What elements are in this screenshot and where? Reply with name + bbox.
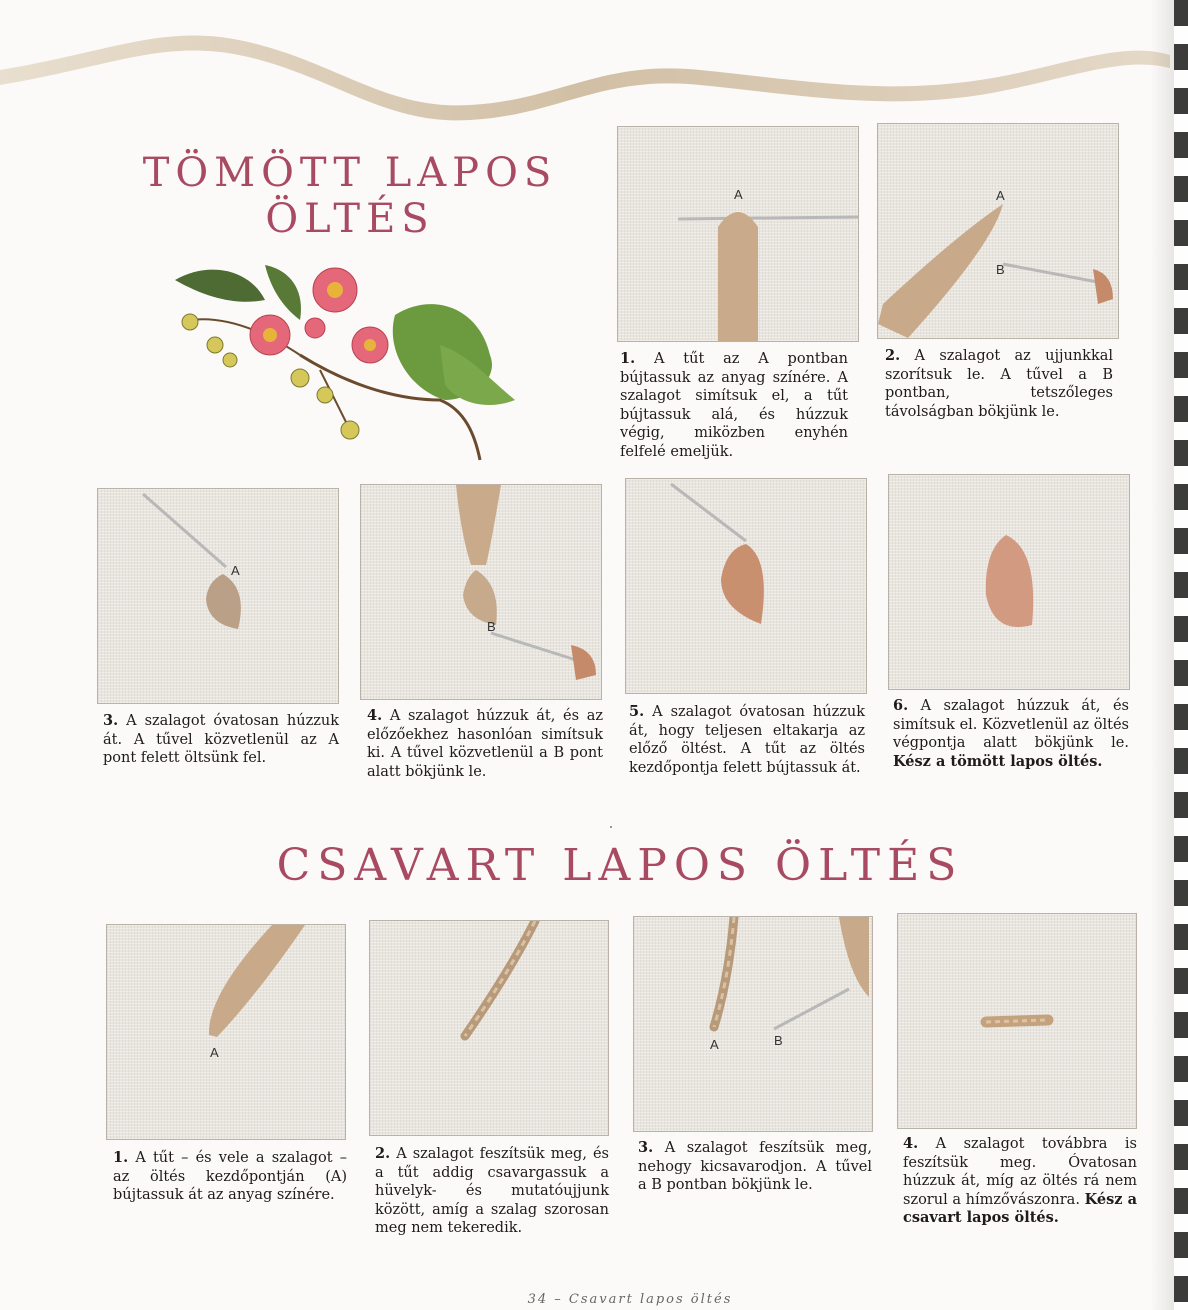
- step-number: 3.: [638, 1139, 654, 1156]
- step-text: A szalagot feszítsük meg, nehogy kicsavarodjon. A tűvel a B pontban bökjünk le.: [638, 1140, 872, 1194]
- step2-photo-3b: [633, 916, 873, 1132]
- step1-photo-3: [97, 488, 339, 704]
- step-text: A szalagot óvatosan húzzuk át, hogy teljesen eltakarja az előző öltést. A tűt az öltés kezdőpontja felett bújtassuk át.: [629, 704, 865, 776]
- step-text: A szalagot húzzuk át, és simítsuk el. Közvetlenül az öltés végpontja alatt bökjünk le.: [893, 698, 1129, 752]
- raspberry-flower-illustration: [170, 260, 530, 465]
- step1-photo-5: [625, 478, 867, 694]
- step-number: 2.: [375, 1145, 391, 1162]
- step2-photo-1: [877, 123, 1119, 339]
- photo-label: B: [487, 619, 496, 634]
- step-text: A szalagot az ujjunkkal szorítsuk le. A tűvel a B pontban, tetszőleges távolságban bökjünk le.: [885, 348, 1114, 420]
- step2-photo-2b: [369, 920, 609, 1136]
- step2-caption-4: [903, 1135, 1137, 1228]
- step2-caption-2: [375, 1145, 609, 1238]
- step1-caption-2: [885, 347, 1113, 421]
- step-text: A tűt az A pontban bújtassuk az anyag színére. A szalagot simítsuk el, a tűt bújtassuk alá, és húzzuk végig, miközben enyhén felfelé emeljük.: [620, 351, 848, 460]
- page-footer: 34 – Csavart lapos öltés: [527, 1292, 733, 1307]
- step-text: A szalagot húzzuk át, és az előzőekhez hasonlóan simítsuk ki. A tűvel közvetlenül a B pont alatt bökjünk le.: [367, 708, 603, 780]
- section1-title-line2: ÖLTÉS: [265, 196, 435, 242]
- step2-photo-1b: [106, 924, 346, 1140]
- step1-photo-1: [617, 126, 859, 342]
- step-number: 2.: [885, 347, 901, 364]
- step-done-text: Kész a csavart lapos öltés.: [903, 1190, 1137, 1227]
- decorative-ribbon: [0, 0, 1188, 130]
- step1-caption-1: [620, 350, 848, 462]
- step-number: 3.: [103, 712, 119, 729]
- step1-caption-4: [367, 707, 603, 781]
- section1-title: [110, 150, 590, 242]
- photo-label: B: [996, 262, 1005, 277]
- step1-photo-6: [888, 474, 1130, 690]
- photo-label: A: [231, 563, 240, 578]
- step-number: 1.: [113, 1149, 129, 1166]
- step-done-text: Kész a tömött lapos öltés.: [893, 752, 1103, 770]
- photo-label: B: [774, 1033, 783, 1048]
- step-text: A szalagot óvatosan húzzuk át. A tűvel közvetlenül az A pont felett öltsünk fel.: [103, 713, 339, 767]
- step1-photo-4: [360, 484, 602, 700]
- page-edge-shadow: [1150, 0, 1174, 1310]
- step-text: A tűt – és vele a szalagot – az öltés kezdőpontján (A) bújtassuk át az anyag színére.: [113, 1150, 348, 1204]
- step1-caption-3: [103, 712, 339, 768]
- step-number: 1.: [620, 350, 636, 367]
- step-number: 5.: [629, 703, 645, 720]
- step1-caption-5: [629, 703, 865, 777]
- step-number: 4.: [367, 707, 383, 724]
- step2-photo-4b: [897, 913, 1137, 1129]
- spiral-binding: [1174, 0, 1188, 1310]
- step-number: 4.: [903, 1135, 919, 1152]
- step-text: A szalagot feszítsük meg, és a tűt addig csavargassuk a hüvelyk- és mutatóujjunk között, amíg a szalag szorosan meg nem tekeredik.: [375, 1146, 609, 1237]
- photo-label: A: [710, 1037, 719, 1052]
- step2-caption-1: [113, 1149, 347, 1205]
- photo-label: A: [210, 1045, 219, 1060]
- section2-title: CSAVART LAPOS ÖLTÉS: [276, 840, 964, 891]
- divider-dot: [610, 826, 612, 828]
- step-text: A szalagot továbbra is feszítsük meg. Óvatosan húzzuk át, míg az öltés rá nem szorul a hímzővászonra.: [903, 1136, 1137, 1208]
- photo-label: A: [734, 187, 743, 202]
- section1-title-line1: TÖMÖTT LAPOS: [142, 150, 558, 196]
- step1-caption-6: [893, 697, 1129, 771]
- step-number: 6.: [893, 697, 909, 714]
- step2-caption-3: [638, 1139, 872, 1195]
- photo-label: A: [996, 188, 1005, 203]
